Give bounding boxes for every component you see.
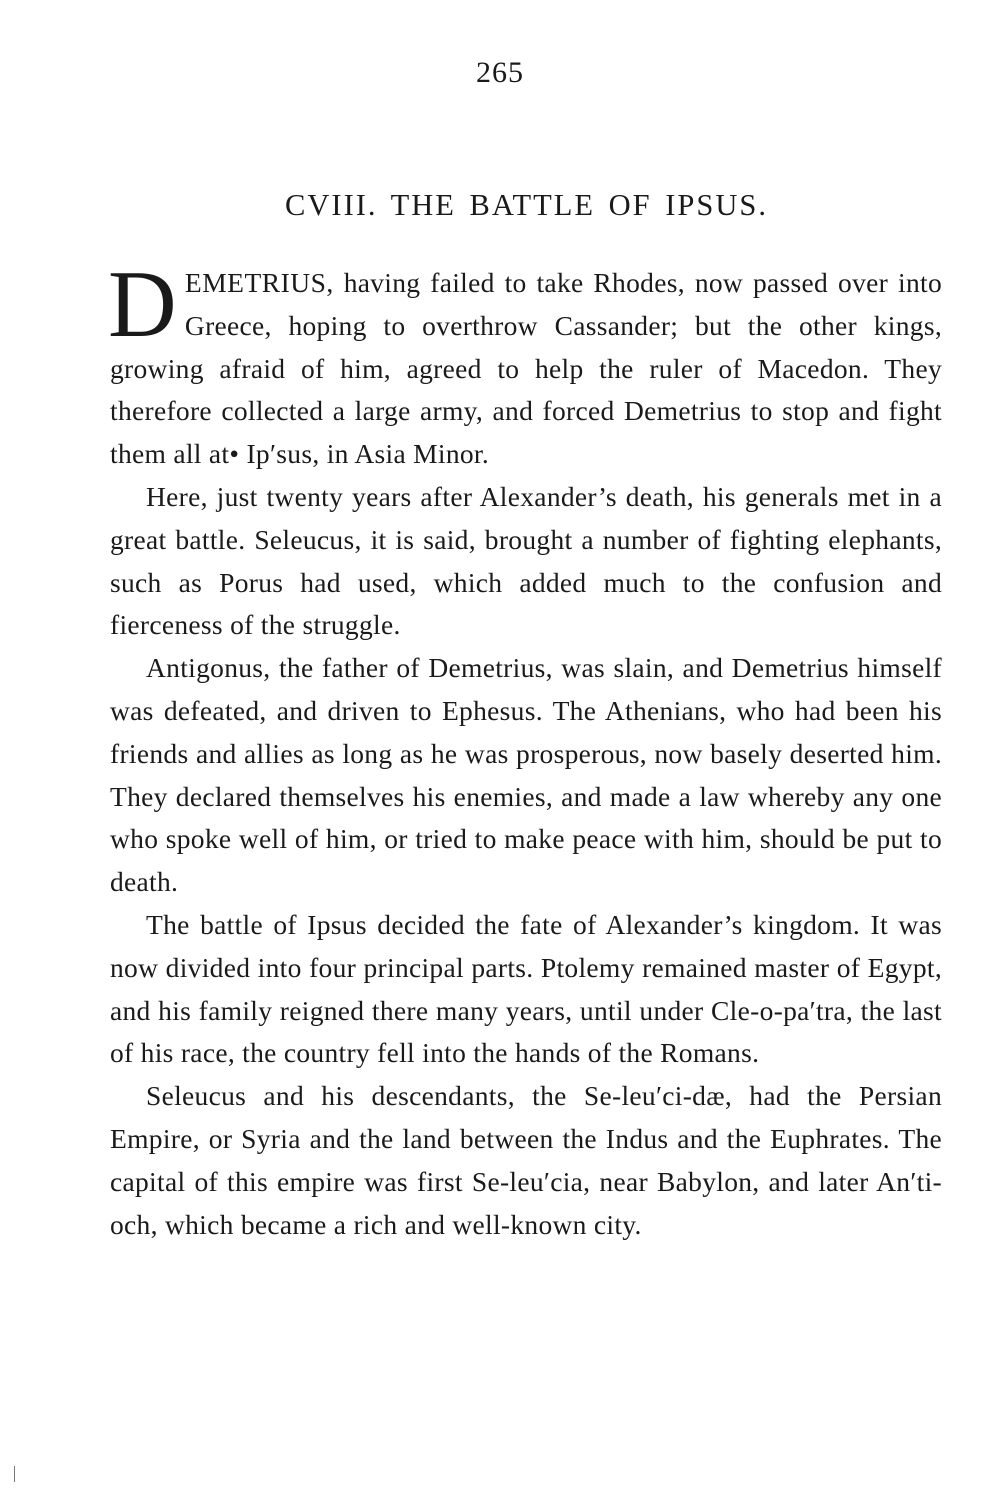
- paragraph-1-text: having failed to take Rhodes, now passed over into Greece, hoping to overthrow Cassander; but the other kings, growing afraid of him, agreed to help the ruler of Macedon. They therefore collected a large army, and forced Demetrius to stop and fight them all at• Ip′sus, in Asia Minor.: [110, 267, 942, 470]
- chapter-title: CVIII. THE BATTLE OF IPSUS.: [285, 188, 768, 222]
- paragraph-2: Here, just twenty years after Alexander’s death, his generals met in a great battle. Seleucus, it is said, brought a number of fighting elephants, such as Porus had used, which added much to the confusion and fierceness of the struggle.: [110, 480, 942, 641]
- body-text: [108, 251, 942, 1246]
- margin-mark: [14, 1466, 15, 1482]
- paragraph-3: Antigonus, the father of Demetrius, was slain, and Demetrius himself was defeated, and driven to Ephesus. The Athenians, who had been his friends and allies as long as he was prosperous, now basely deserted him. They declared themselves his enemies, and made a law whereby any one who spoke well of him, or tried to make peace with him, should be put to death.: [110, 652, 942, 898]
- paragraph-5: Seleucus and his descendants, the Se-leu′ci-dæ, had the Persian Empire, or Syria and the land between the Indus and the Euphrates. The capital of this empire was first Se-leu′cia, near Babylon, and later An′ti-och, which became a rich and well-known city.: [110, 1080, 942, 1240]
- paragraph-1: [108, 251, 942, 476]
- paragraph-1-lead: EMETRIUS,: [184, 267, 334, 298]
- page-number: 265: [476, 56, 524, 89]
- drop-cap: D: [108, 251, 177, 357]
- paragraph-4: The battle of Ipsus decided the fate of Alexander’s kingdom. It was now divided into four principal parts. Ptolemy remained master of Egypt, and his family reigned there many years, until under Cle-o-pa′tra, the last of his race, the country fell into the hands of the Romans.: [110, 908, 942, 1069]
